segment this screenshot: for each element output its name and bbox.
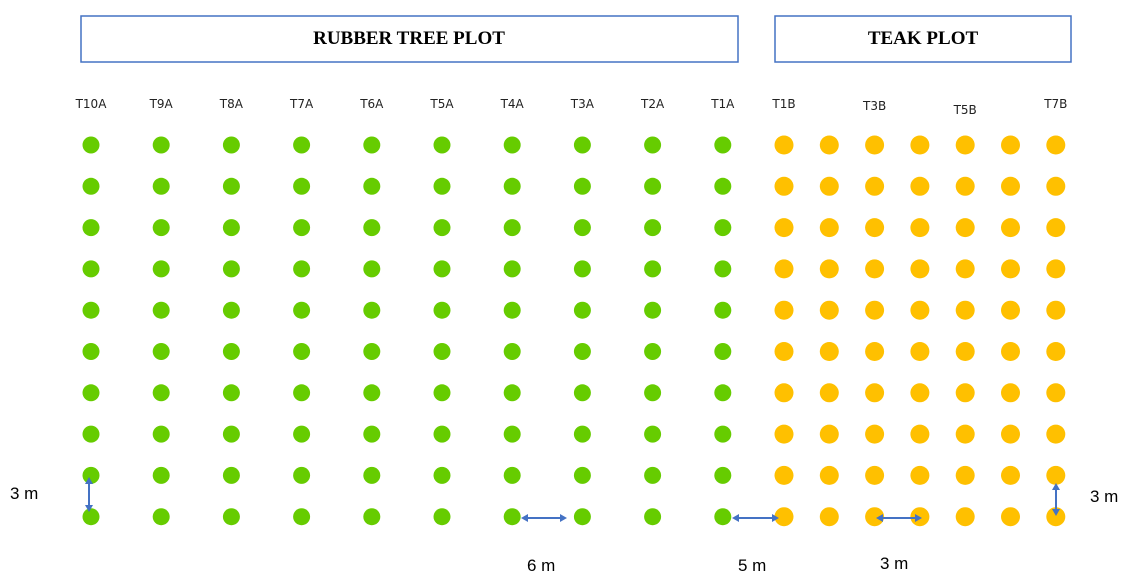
rubber-tree-dot	[223, 426, 240, 443]
teak-tree-dot	[865, 177, 884, 196]
rubber-tree-dot	[293, 508, 310, 525]
rubber-tree-dot	[363, 384, 380, 401]
rubber-tree-dot	[714, 384, 731, 401]
teak-tree-dot	[865, 136, 884, 155]
rubber-tree-dot	[644, 426, 661, 443]
rubber-tree-dot	[363, 260, 380, 277]
teak-tree-dot	[775, 466, 794, 485]
teak-tree-dot	[820, 383, 839, 402]
rubber-tree-dot	[363, 302, 380, 319]
rubber-tree-dot	[363, 178, 380, 195]
teak-tree-dot	[956, 218, 975, 237]
teak-tree-dot	[820, 466, 839, 485]
rubber-tree-dot	[223, 178, 240, 195]
rubber-column-label: T5A	[430, 97, 454, 111]
rubber-tree-dot	[83, 508, 100, 525]
rubber-plot-title: RUBBER TREE PLOT	[313, 28, 505, 49]
rubber-tree-dot	[83, 302, 100, 319]
teak-tree-dot	[865, 383, 884, 402]
teak-tree-dot	[1001, 218, 1020, 237]
rubber-tree-dot	[223, 343, 240, 360]
rubber-tree-dot	[714, 343, 731, 360]
teak-tree-dot	[956, 259, 975, 278]
rubber-tree-dot	[644, 343, 661, 360]
rubber-tree-dot	[153, 219, 170, 236]
rubber-tree-dot	[363, 343, 380, 360]
rubber-tree-dot	[434, 302, 451, 319]
rubber-tree-dot	[434, 343, 451, 360]
rubber-tree-dot	[504, 137, 521, 154]
rubber-tree-dot	[574, 137, 591, 154]
rubber-tree-dot	[153, 426, 170, 443]
rubber-tree-dot	[153, 467, 170, 484]
rubber-tree-dot	[434, 178, 451, 195]
rubber-tree-dot	[504, 302, 521, 319]
teak-tree-dot	[820, 136, 839, 155]
teak-tree-dot	[1046, 136, 1065, 155]
rubber-tree-dot	[223, 467, 240, 484]
teak-tree-dot	[820, 218, 839, 237]
rubber-tree-dot	[504, 426, 521, 443]
rubber-tree-dot	[434, 426, 451, 443]
rubber-tree-dot	[83, 178, 100, 195]
rubber-tree-dot	[574, 343, 591, 360]
teak-tree-dot	[865, 218, 884, 237]
rubber-tree-dot	[153, 137, 170, 154]
rubber-tree-dot	[574, 508, 591, 525]
teak-tree-dot	[910, 425, 929, 444]
teak-tree-dot	[910, 218, 929, 237]
rubber-tree-dot	[223, 260, 240, 277]
rubber-tree-dot	[714, 137, 731, 154]
teak-tree-dot	[820, 342, 839, 361]
teak-tree-dot	[1046, 466, 1065, 485]
teak-tree-dot	[1001, 466, 1020, 485]
teak-tree-dot	[956, 466, 975, 485]
teak-tree-dot	[775, 177, 794, 196]
teak-tree-dot	[1046, 342, 1065, 361]
teak-tree-dot	[1001, 301, 1020, 320]
plot-gap-arrow	[732, 514, 779, 522]
rubber-column-label: T1A	[711, 97, 735, 111]
rubber-tree-dot	[574, 178, 591, 195]
teak-tree-dot	[775, 507, 794, 526]
rubber-tree-dot	[574, 260, 591, 277]
teak-tree-dot	[865, 301, 884, 320]
rubber-tree-dot	[574, 467, 591, 484]
rubber-tree-dot	[714, 426, 731, 443]
rubber-tree-dot	[363, 467, 380, 484]
rubber-tree-dot	[83, 137, 100, 154]
teak-tree-dot	[1001, 425, 1020, 444]
teak-tree-dot	[956, 342, 975, 361]
teak-tree-dot	[1046, 383, 1065, 402]
teak-tree-dot	[775, 259, 794, 278]
rubber-tree-dot	[504, 343, 521, 360]
rubber-tree-dot	[293, 260, 310, 277]
rubber-tree-dot	[644, 219, 661, 236]
rubber-tree-dot	[434, 508, 451, 525]
teak-row-spacing-label: 3 m	[1090, 487, 1119, 506]
rubber-tree-dot	[293, 384, 310, 401]
rubber-tree-dot	[293, 343, 310, 360]
rubber-tree-dot	[574, 302, 591, 319]
rubber-tree-dot	[644, 467, 661, 484]
rubber-tree-dot	[153, 508, 170, 525]
rubber-tree-dot	[293, 426, 310, 443]
rubber-tree-dot	[223, 219, 240, 236]
teak-plot-title: TEAK PLOT	[867, 28, 979, 49]
rubber-tree-dot	[153, 343, 170, 360]
rubber-tree-dot	[644, 508, 661, 525]
teak-tree-dot	[956, 507, 975, 526]
rubber-tree-dot	[714, 302, 731, 319]
teak-tree-dot	[820, 301, 839, 320]
teak-tree-dot	[865, 466, 884, 485]
teak-tree-dot	[775, 383, 794, 402]
rubber-tree-dot	[714, 508, 731, 525]
teak-tree-dot	[775, 301, 794, 320]
rubber-column-label: T3A	[570, 97, 594, 111]
rubber-tree-dot	[644, 260, 661, 277]
teak-tree-dot	[1001, 383, 1020, 402]
rubber-tree-dot	[574, 219, 591, 236]
rubber-tree-dot	[293, 178, 310, 195]
teak-tree-dot	[910, 259, 929, 278]
rubber-tree-dot	[83, 343, 100, 360]
teak-column-label: T1B	[772, 97, 796, 111]
teak-column-spacing-label: 3 m	[880, 554, 909, 573]
teak-column-spacing-arrow	[876, 514, 922, 522]
teak-tree-dot	[1046, 259, 1065, 278]
teak-tree-dot	[910, 301, 929, 320]
rubber-tree-dot	[363, 219, 380, 236]
teak-tree-dot	[1001, 177, 1020, 196]
rubber-tree-dot	[363, 508, 380, 525]
rubber-tree-dot	[293, 219, 310, 236]
rubber-tree-dot	[644, 302, 661, 319]
teak-tree-dot	[910, 136, 929, 155]
teak-tree-dot	[956, 177, 975, 196]
teak-tree-dot	[956, 136, 975, 155]
rubber-tree-dot	[223, 137, 240, 154]
teak-tree-dot	[910, 466, 929, 485]
teak-tree-dot	[820, 259, 839, 278]
teak-tree-dot	[1046, 177, 1065, 196]
rubber-column-label: T4A	[500, 97, 524, 111]
rubber-tree-dot	[83, 219, 100, 236]
rubber-tree-dot	[223, 302, 240, 319]
teak-tree-dot	[865, 425, 884, 444]
rubber-tree-dot	[223, 508, 240, 525]
rubber-tree-dot	[574, 384, 591, 401]
rubber-tree-dot	[293, 302, 310, 319]
rubber-column-label: T7A	[290, 97, 314, 111]
teak-tree-dot	[775, 342, 794, 361]
rubber-tree-dot	[434, 467, 451, 484]
rubber-tree-dot	[83, 260, 100, 277]
teak-tree-dot	[865, 342, 884, 361]
rubber-tree-dot	[293, 137, 310, 154]
rubber-tree-dot	[644, 137, 661, 154]
rubber-column-spacing-arrow	[521, 514, 567, 522]
teak-column-label: T3B	[862, 99, 887, 113]
rubber-row-spacing-label: 3 m	[10, 484, 39, 503]
teak-tree-dot	[956, 425, 975, 444]
teak-tree-dot	[1046, 218, 1065, 237]
rubber-tree-dot	[714, 260, 731, 277]
teak-tree-dot	[775, 136, 794, 155]
teak-tree-dot	[1001, 342, 1020, 361]
rubber-tree-dot	[714, 178, 731, 195]
teak-tree-dot	[910, 177, 929, 196]
rubber-column-label: T6A	[360, 97, 384, 111]
rubber-column-label: T10A	[75, 97, 107, 111]
teak-tree-dot	[1001, 136, 1020, 155]
rubber-tree-dot	[574, 426, 591, 443]
teak-tree-dot	[865, 259, 884, 278]
rubber-row-spacing-arrow	[85, 477, 93, 512]
rubber-tree-dot	[644, 178, 661, 195]
teak-tree-dot	[820, 507, 839, 526]
teak-tree-dot	[956, 383, 975, 402]
rubber-tree-dot	[434, 219, 451, 236]
teak-tree-dot	[1046, 301, 1065, 320]
teak-row-spacing-arrow	[1052, 483, 1060, 516]
teak-tree-dot	[956, 301, 975, 320]
teak-tree-dot	[910, 383, 929, 402]
rubber-tree-dot	[153, 178, 170, 195]
teak-tree-dot	[1001, 507, 1020, 526]
teak-column-label: T7B	[1044, 97, 1068, 111]
rubber-tree-dot	[504, 178, 521, 195]
rubber-tree-dot	[223, 384, 240, 401]
rubber-tree-dot	[434, 260, 451, 277]
teak-tree-dot	[820, 425, 839, 444]
rubber-tree-dot	[153, 302, 170, 319]
rubber-tree-dot	[363, 137, 380, 154]
rubber-tree-dot	[504, 467, 521, 484]
teak-tree-dot	[1001, 259, 1020, 278]
rubber-tree-dot	[504, 384, 521, 401]
rubber-tree-dot	[83, 384, 100, 401]
rubber-column-label: T8A	[219, 97, 243, 111]
rubber-tree-dot	[504, 260, 521, 277]
rubber-column-label: T9A	[149, 97, 173, 111]
rubber-tree-dot	[153, 384, 170, 401]
rubber-tree-dot	[714, 467, 731, 484]
rubber-tree-dot	[363, 426, 380, 443]
rubber-tree-dot	[644, 384, 661, 401]
rubber-column-label: T2A	[641, 97, 665, 111]
teak-tree-dot	[775, 218, 794, 237]
teak-tree-dot	[775, 425, 794, 444]
teak-column-label: T5B	[953, 103, 977, 117]
rubber-tree-dot	[153, 260, 170, 277]
teak-tree-dot	[910, 342, 929, 361]
rubber-tree-dot	[504, 508, 521, 525]
teak-tree-dot	[1046, 425, 1065, 444]
rubber-tree-dot	[434, 384, 451, 401]
rubber-tree-dot	[504, 219, 521, 236]
rubber-tree-dot	[434, 137, 451, 154]
rubber-column-spacing-label: 6 m	[527, 556, 556, 573]
plot-gap-label: 5 m	[738, 556, 767, 573]
teak-tree-dot	[820, 177, 839, 196]
rubber-tree-dot	[714, 219, 731, 236]
rubber-tree-dot	[83, 426, 100, 443]
rubber-tree-dot	[293, 467, 310, 484]
teak-tree-dot	[910, 507, 929, 526]
